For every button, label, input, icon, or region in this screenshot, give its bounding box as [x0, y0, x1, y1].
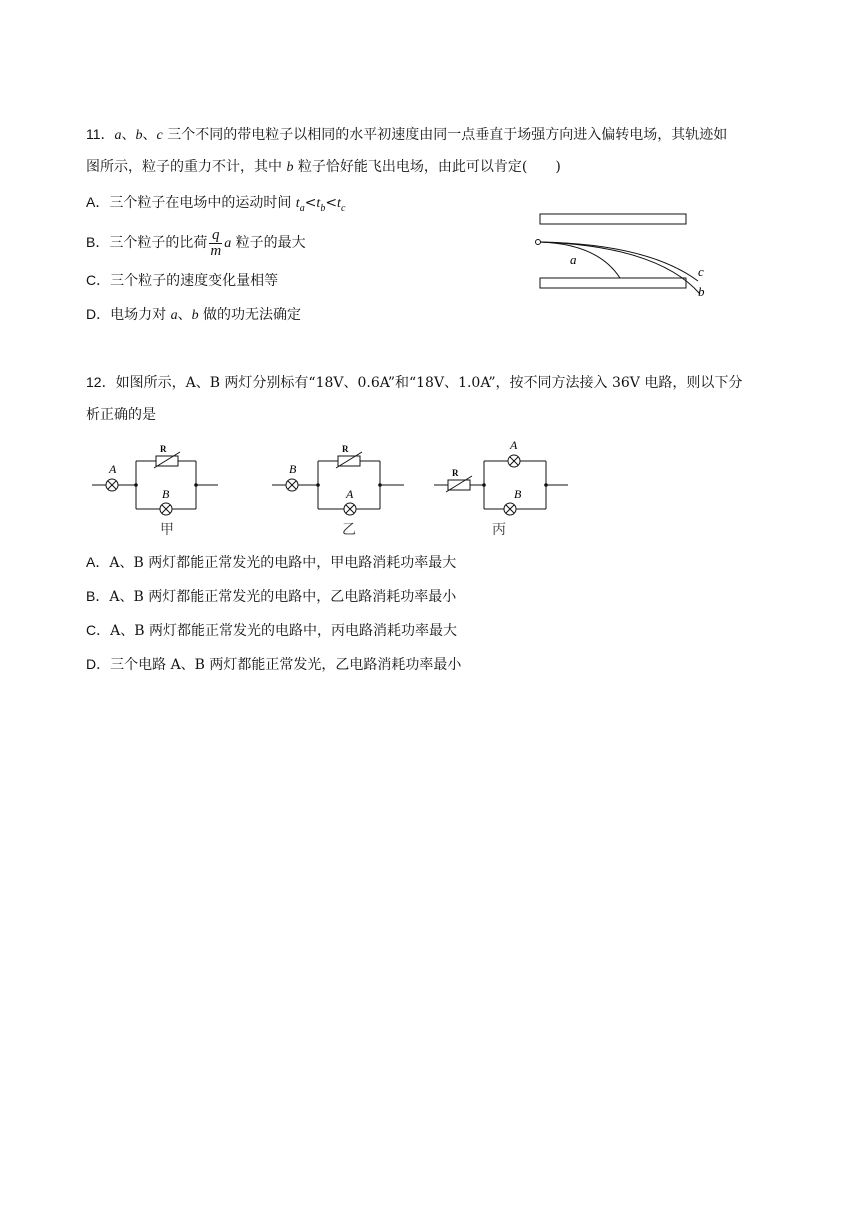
q12-option-b [86, 586, 456, 607]
q11-var-a: a [114, 128, 122, 143]
option-text: 粒子的最大 [231, 235, 306, 251]
caption-bing: 丙 [492, 523, 506, 538]
option-text: 三个粒子在电场中的运动时间 [109, 195, 296, 211]
option-text: A、B 两灯都能正常发光的电路中，乙电路消耗功率最小 [109, 589, 457, 605]
q11-option-d [86, 304, 301, 326]
lower-plate [540, 278, 686, 288]
subscript-a: a [299, 202, 305, 214]
q11-stem-line1 [86, 124, 727, 146]
circuit-bing [434, 438, 574, 538]
rheostat-label: R [452, 468, 459, 478]
option-text: A、B 两灯都能正常发光的电路中，丙电路消耗功率最大 [110, 623, 457, 639]
fraction-q-over-m [209, 228, 222, 259]
subscript-c: c [340, 202, 346, 214]
q11-deflection-figure [528, 206, 718, 302]
circuit-yi [272, 438, 412, 538]
label-c: c [698, 264, 704, 279]
lamp-a-label: A [510, 438, 518, 452]
q11-sep: 、 [121, 127, 136, 143]
q12-stem-line2 [86, 405, 156, 425]
option-text: 做的功无法确定 [198, 307, 302, 323]
label-a: a [570, 252, 577, 267]
q11-option-a [86, 192, 345, 219]
rheostat-label: R [342, 444, 349, 454]
q12-stem-text: 如图所示，A、B 两灯分别标有“18V、0.6A”和“18V、1.0A”，按不同方法接入 36V 电路，则以下分 [115, 375, 743, 391]
circuit-jia [92, 438, 222, 538]
var-a: a [224, 236, 232, 251]
fraction-denominator: m [210, 242, 222, 259]
q11-option-b [86, 222, 306, 264]
q12-stem-line1 [86, 372, 742, 393]
fraction-numerator: q [212, 226, 220, 243]
option-label: A． [86, 194, 110, 210]
lamp-a-label: A [346, 487, 354, 501]
q12-option-c [86, 620, 457, 641]
lamp-b-label: B [514, 487, 522, 501]
q12-option-d [86, 654, 461, 675]
caption-jia: 甲 [160, 523, 174, 538]
q11-var-b: b [286, 160, 294, 175]
option-text: 电场力对 [110, 307, 171, 323]
q11-sep: 、 [142, 127, 157, 143]
q12-option-a [86, 552, 456, 573]
var-t: t [295, 196, 300, 211]
option-text: 三个粒子的速度变化量相等 [110, 273, 279, 289]
option-text: A、B 两灯都能正常发光的电路中，甲电路消耗功率最大 [109, 555, 457, 571]
option-label: C． [86, 622, 111, 638]
less-than: < [325, 195, 338, 211]
option-label: D． [86, 306, 111, 322]
lamp-b-label: B [289, 462, 297, 476]
q11-number: 11． [86, 126, 115, 142]
upper-plate [540, 214, 686, 224]
var-t: t [316, 196, 321, 211]
option-label: C． [86, 272, 111, 288]
q11-var-c: c [156, 128, 163, 143]
lamp-a-label: A [109, 462, 117, 476]
var-t: t [337, 196, 341, 211]
option-label: B． [86, 234, 110, 250]
q12-stem-text: 析正确的是 [86, 407, 156, 423]
option-text: 三个粒子的比荷 [109, 235, 208, 251]
entry-point [536, 240, 541, 245]
sep: 、 [177, 307, 192, 323]
lamp-b-label: B [162, 487, 170, 501]
label-b: b [698, 284, 705, 299]
q11-stem-text: 三个不同的带电粒子以相同的水平初速度由同一点垂直于场强方向进入偏转电场，其轨迹如 [162, 127, 728, 143]
var-a: a [170, 308, 178, 323]
q11-var-b: b [135, 128, 143, 143]
subscript-b: b [320, 202, 326, 214]
option-label: D． [86, 656, 111, 672]
less-than: < [304, 195, 317, 211]
option-label: A． [86, 554, 110, 570]
q11-option-c [86, 270, 278, 291]
option-label: B． [86, 588, 110, 604]
q12-number: 12． [86, 374, 116, 390]
q11-stem-text: 图所示，粒子的重力不计，其中 [86, 159, 287, 175]
q11-stem-text: 粒子恰好能飞出电场，由此可以肯定( ) [293, 159, 561, 175]
trajectory-c [540, 242, 698, 281]
q11-stem-line2 [86, 157, 561, 178]
var-b: b [191, 308, 199, 323]
rheostat-label: R [160, 444, 167, 454]
option-text: 三个电路 A、B 两灯都能正常发光，乙电路消耗功率最小 [110, 657, 462, 673]
caption-yi: 乙 [342, 523, 356, 538]
